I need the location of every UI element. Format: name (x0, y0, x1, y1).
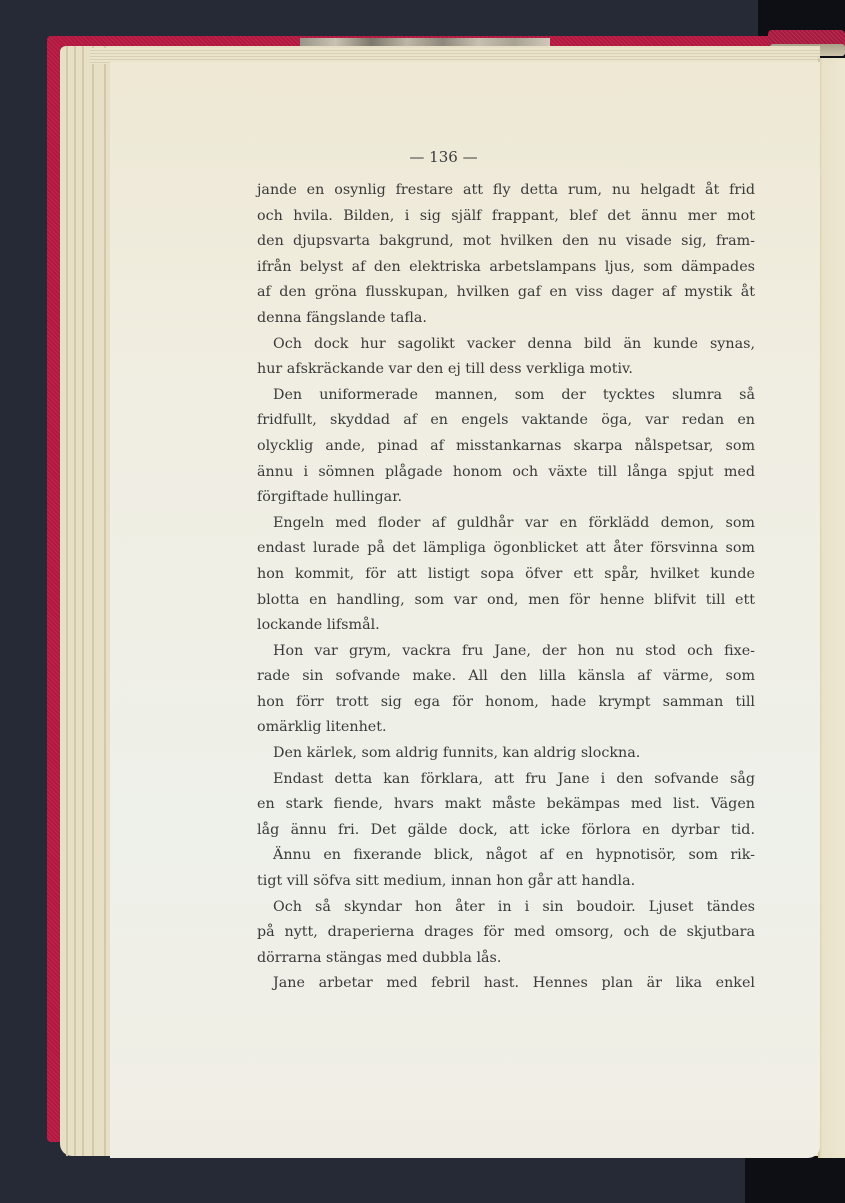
text-line: hon förr trott sig ega för honom, hade krympt samman till (257, 693, 755, 710)
text-line: Den uniformerade mannen, som der tycktes slumra så (273, 386, 755, 403)
page-edge-line (66, 46, 68, 1156)
text-line: Den kärlek, som aldrig funnits, kan aldrig slockna. (273, 745, 641, 762)
page-text (257, 178, 755, 997)
text-line: Engeln med floder af guldhår var en förklädd demon, som (273, 514, 755, 531)
text-line: rade sin sofvande make. All den lilla känsla af värme, som (257, 668, 755, 685)
text-line: lockande lifsmål. (257, 617, 380, 634)
text-line: en stark fiende, hvars makt måste bekämpas med list. Vägen (257, 796, 755, 813)
text-line: denna fängslande tafla. (257, 309, 427, 326)
text-line: låg ännu fri. Det gälde dock, att icke förlora en dyrbar tid. (257, 821, 755, 838)
text-line: och hvila. Bilden, i sig själf frappant, blef det ännu mer mot (257, 207, 755, 224)
text-line: tigt vill söfva sitt medium, innan hon går att handla. (257, 873, 636, 890)
text-line: Endast detta kan förklara, att fru Jane i den sofvande såg (273, 770, 755, 787)
text-line: Ännu en fixerande blick, något af en hypnotisör, som rik- (273, 847, 755, 864)
page-edge-line (82, 46, 84, 1156)
text-line: Och dock hur sagolikt vacker denna bild än kunde synas, (273, 335, 755, 352)
text-line: ännu i sömnen plågade honom och växte till långa spjut med (257, 463, 755, 480)
text-line: Jane arbetar med febril hast. Hennes plan är lika enkel (273, 975, 755, 992)
text-line: blotta en handling, som var ond, men för henne blifvit till ett (257, 591, 755, 608)
text-line: Hon var grym, vackra fru Jane, der hon nu stod och fixe- (273, 642, 755, 659)
text-line: den djupsvarta bakgrund, mot hvilken den nu visade sig, fram- (257, 233, 755, 250)
text-line: jande en osynlig frestare att fly detta rum, nu helgadt åt frid (257, 182, 755, 198)
text-line: på nytt, draperierna drages för med omsorg, och de skjutbara (257, 924, 755, 941)
text-line: endast lurade på det lämpliga ögonblicket att åter försvinna som (257, 540, 755, 557)
text-line: förgiftade hullingar. (257, 489, 402, 506)
page-edge-line (92, 46, 94, 1156)
text-line: olycklig ande, pinad af misstankarnas skarpa nålspetsar, som (257, 437, 755, 454)
text-line: dörrarna stängas med dubbla lås. (257, 949, 502, 966)
text-line: omärklig litenhet. (257, 719, 387, 736)
text-line: Och så skyndar hon åter in i sin boudoir. Ljuset tändes (273, 898, 755, 915)
text-line: fridfullt, skyddad af en engels vaktande öga, var redan en (257, 412, 755, 429)
text-line: af den gröna flusskupan, hvilken gaf en viss dager af mystik åt (257, 284, 755, 301)
page-edge-line (74, 46, 76, 1156)
page-number: — 136 — (409, 148, 478, 166)
text-line: hur afskräckande var den ej till dess verkliga motiv. (257, 361, 633, 378)
text-line: hon kommit, för att listigt sopa öfver ett spår, hvilket kunde (257, 565, 755, 582)
facing-page-edge (818, 58, 845, 1158)
page-edge-line (104, 46, 106, 1156)
text-line: ifrån belyst af den elektriska arbetslampans ljus, som dämpades (257, 258, 755, 275)
